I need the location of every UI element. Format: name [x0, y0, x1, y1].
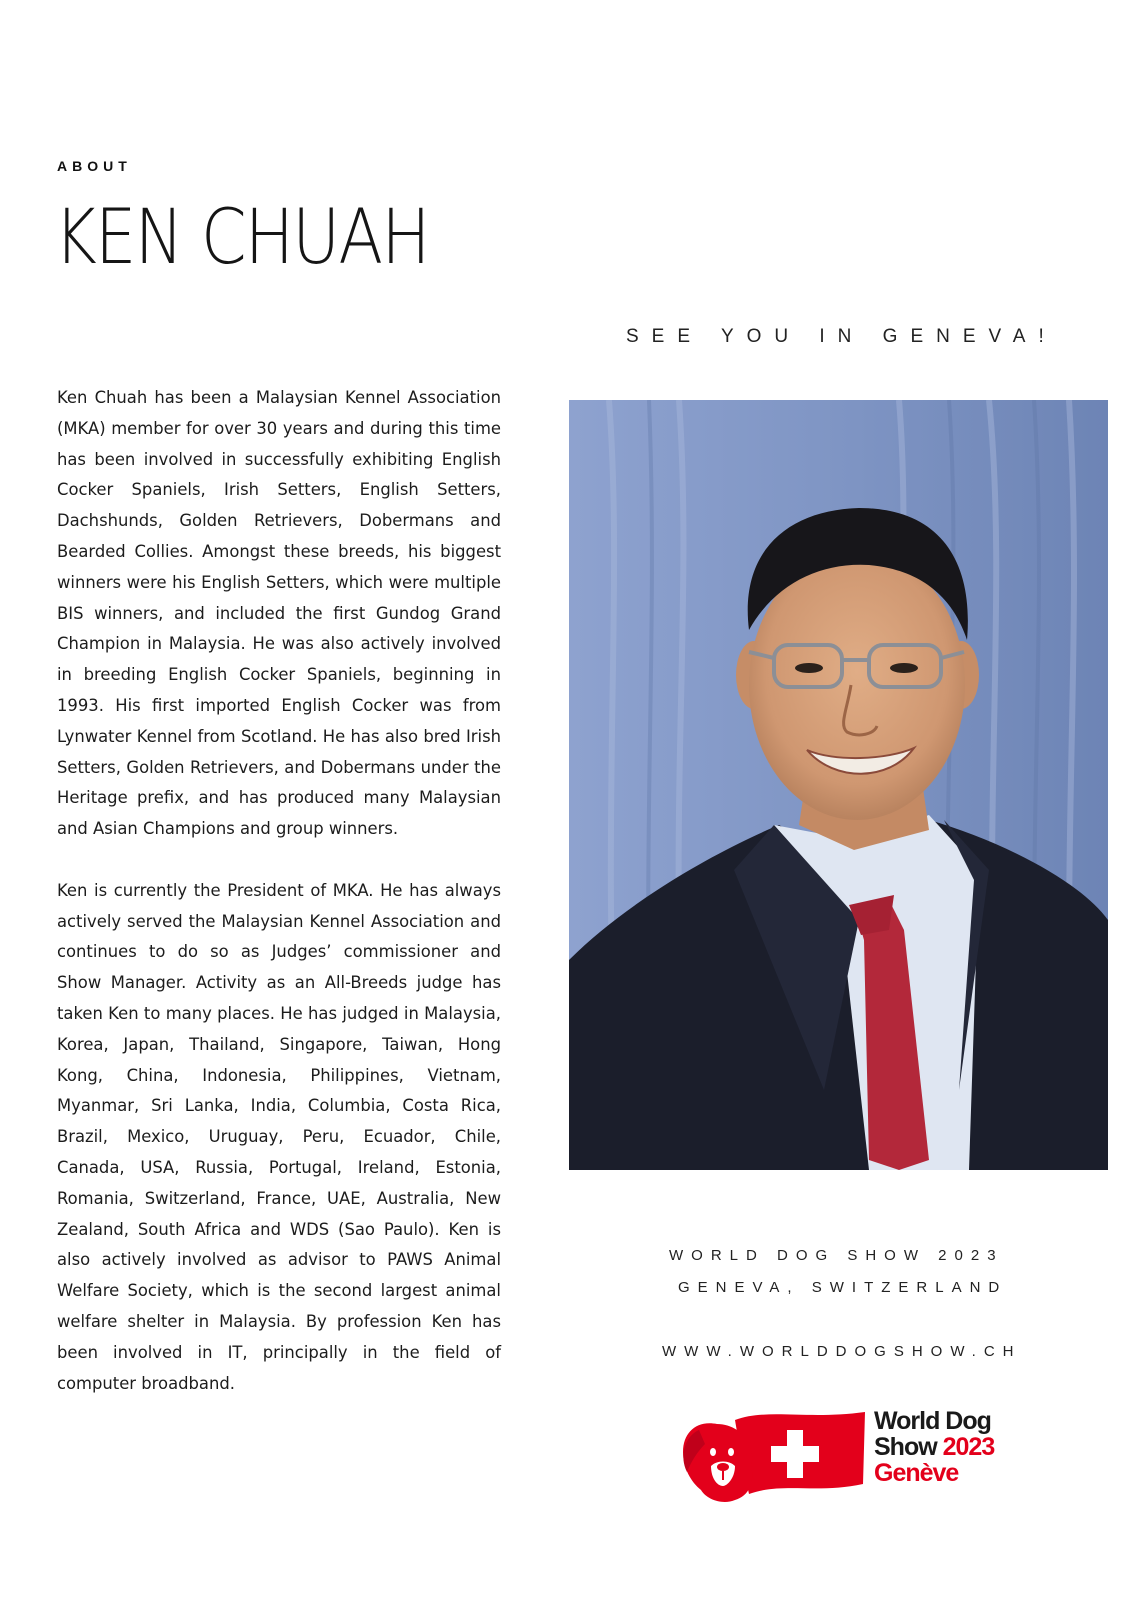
- logo-show: Show: [874, 1433, 943, 1461]
- tagline: SEE YOU IN GENEVA!: [626, 326, 1057, 347]
- logo-wordmark: [874, 1408, 994, 1486]
- biography: [57, 383, 501, 1399]
- logo-line-3: Genève: [874, 1459, 959, 1487]
- logo-line-1: World Dog: [874, 1407, 991, 1435]
- section-eyebrow: ABOUT: [57, 158, 132, 174]
- dog-flag-icon: [677, 1406, 867, 1506]
- bio-paragraph-2: Ken is currently the President of MKA. He has always actively served the Malaysian Kennel Association and continues to do so as Judges’ commissioner and Show Manager. Activity as an All-Breeds judge has taken Ken to many places. He has judged in Malaysia, Korea, Japan, Thailand, Singapore, Taiwan, Hong Kong, China, Indonesia, Philippines, Vietnam, Myanmar, Sri Lanka, India, Columbia, Costa Rica, Brazil, Mexico, Uruguay, Peru, Ecuador, Chile, Canada, USA, Russia, Portugal, Ireland, Estonia, Romania, Switzerland, France, UAE, Australia, New Zealand, South Africa and WDS (Sao Paulo). Ken is also actively involved as advisor to PAWS Animal Welfare Society, which is the second largest animal welfare shelter in Malaysia. By profession Ken has been involved in IT, principally in the field of computer broadband.: [57, 880, 501, 1393]
- bio-paragraph-1: Ken Chuah has been a Malaysian Kennel Association (MKA) member for over 30 years and during this time has been involved in successfully exhibiting English Cocker Spaniels, Irish Setters, English Setters, Dachshunds, Golden Retrievers, Dobermans and Bearded Collies. Amongst these breeds, his biggest winners were his English Setters, which were multiple BIS winners, and included the first Gundog Grand Champion in Malaysia. He was also actively involved in breeding English Cocker Spaniels, beginning in 1993. His first imported English Cocker was from Lynwater Kennel from Scotland. He has also bred Irish Setters, Golden Retrievers, and Dobermans under the Heritage prefix, and has produced many Malaysian and Asian Champions and group winners.: [57, 388, 501, 839]
- world-dog-show-logo: [677, 1402, 1022, 1512]
- logo-year: 2023: [942, 1433, 995, 1461]
- event-title: WORLD DOG SHOW 2023: [669, 1247, 1004, 1264]
- page-title: KEN CHUAH: [54, 192, 429, 281]
- portrait-photo: [569, 400, 1108, 1170]
- event-location: GENEVA, SWITZERLAND: [678, 1279, 1008, 1296]
- logo-line-2: [874, 1434, 994, 1460]
- event-website-link[interactable]: WWW.WORLDDOGSHOW.CH: [662, 1343, 1022, 1360]
